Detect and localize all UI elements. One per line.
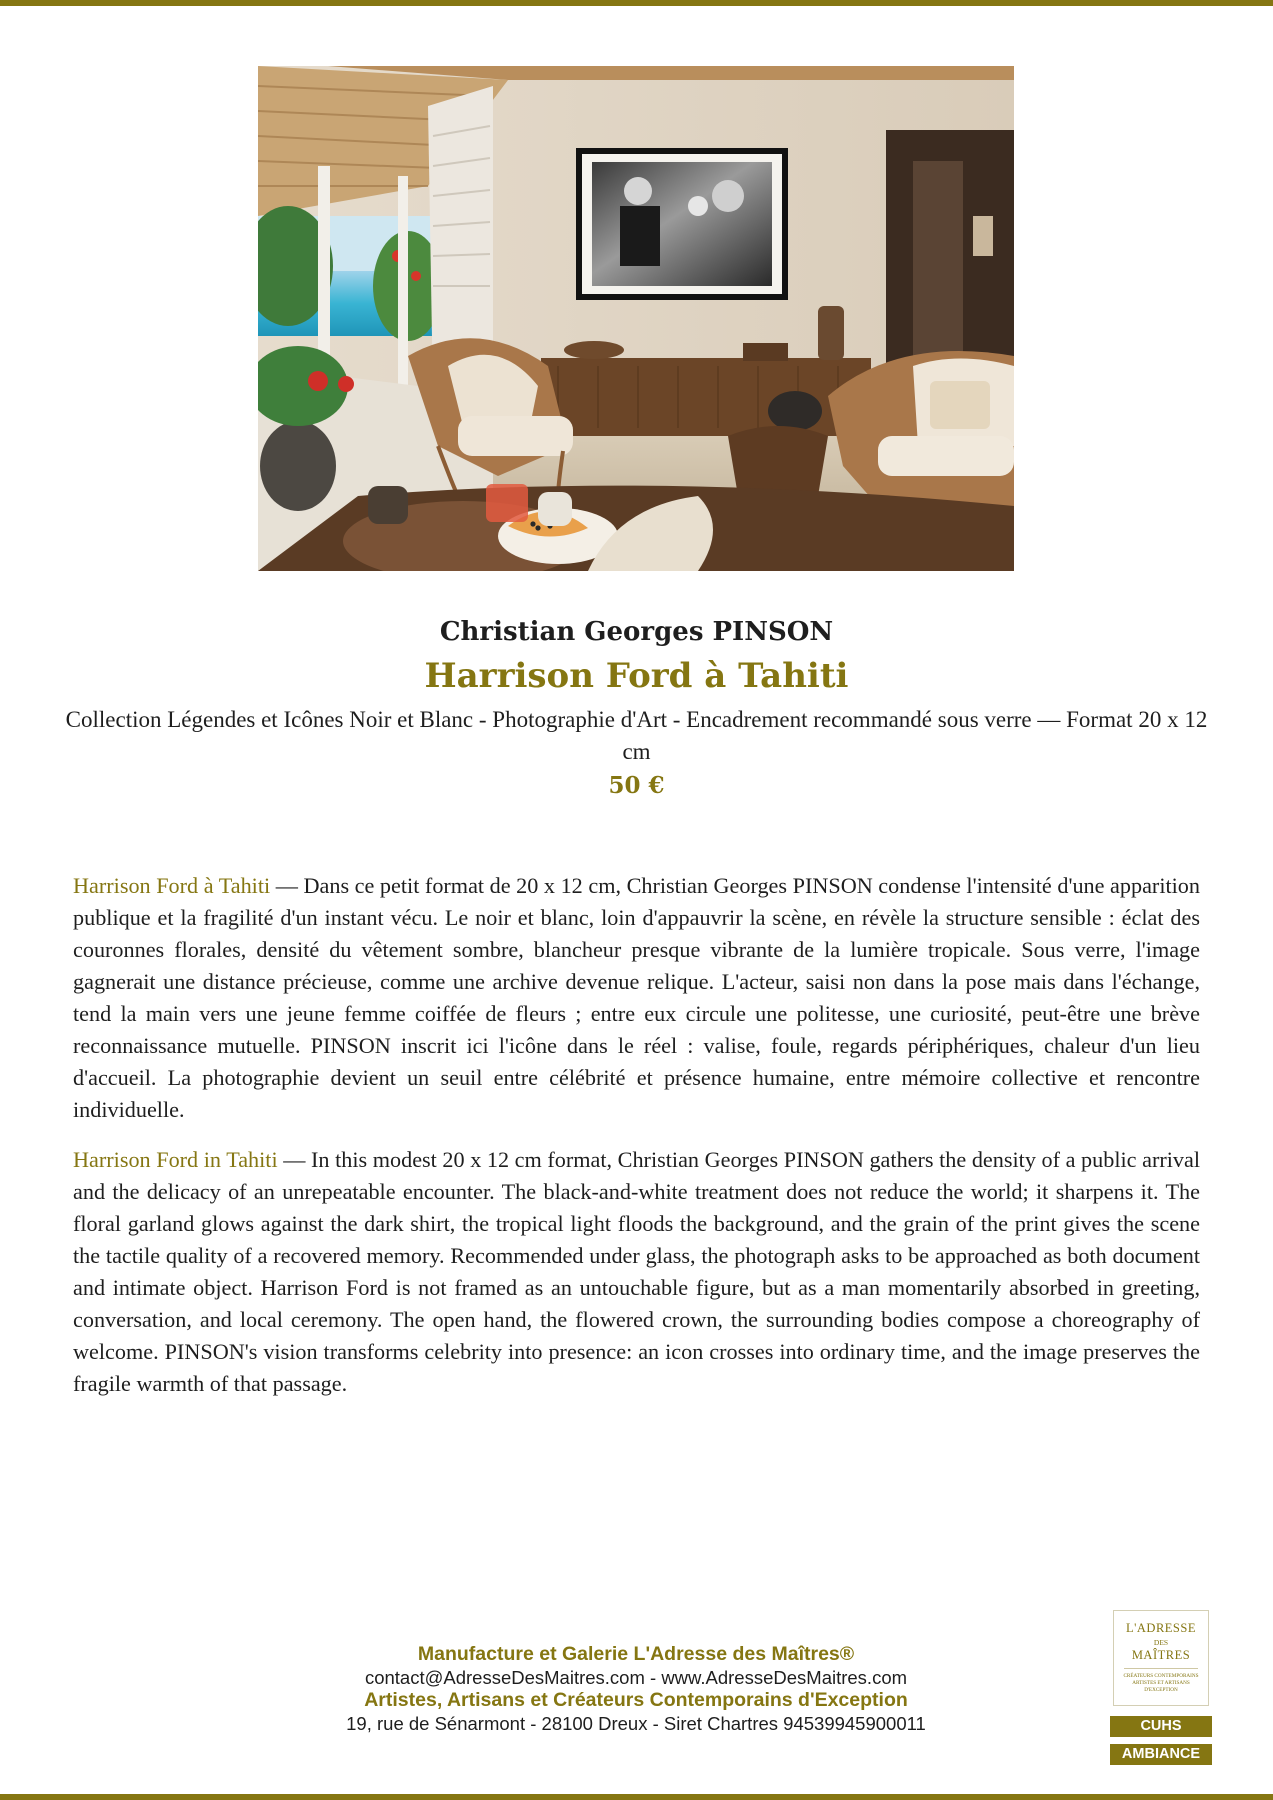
footer-gallery-name: Manufacture et Galerie L'Adresse des Maîtres® (417, 1643, 855, 1665)
description-english-lead: Harrison Ford in Tahiti (73, 1147, 278, 1172)
top-border-bar (0, 0, 1273, 6)
logo-line-1: L'ADRESSE (1126, 1621, 1196, 1635)
description-french (73, 870, 1200, 1126)
ambiance-photo-illustration (258, 66, 1014, 571)
footer-contact: contact@AdresseDesMaitres.com - www.AdresseDesMaitres.com (364, 1667, 908, 1688)
description-block (73, 870, 1200, 1418)
artwork-price: 50 € (608, 772, 665, 799)
badge-ambiance: AMBIANCE (1110, 1744, 1212, 1765)
gallery-footer (238, 1643, 1034, 1735)
logo-line-3: MAÎTRES (1131, 1648, 1191, 1662)
badge-cuhs: CUHS (1110, 1716, 1212, 1737)
description-french-lead: Harrison Ford à Tahiti (73, 873, 271, 898)
logo-line-2: DES (1153, 1638, 1169, 1647)
footer-address: 19, rue de Sénarmont - 28100 Dreux - Siret Chartres 94539945900011 (346, 1713, 926, 1734)
bottom-border-bar (0, 1794, 1273, 1800)
description-english (73, 1144, 1200, 1400)
artwork-header (60, 612, 1213, 802)
gallery-logo (1113, 1610, 1209, 1706)
ambiance-photo (258, 66, 1014, 571)
logo-divider (1124, 1668, 1198, 1669)
logo-line-4: CRÉATEURS CONTEMPORAINS ARTISTES ET ARTISANS D'EXCEPTION (1123, 1673, 1199, 1693)
footer-tagline: Artistes, Artisans et Créateurs Contemporains d'Exception (364, 1689, 908, 1711)
description-french-text: — Dans ce petit format de 20 x 12 cm, Christian Georges PINSON condense l'intensité d'une apparition publique et la fragilité d'un instant vécu. Le noir et blanc, loin d'appauvrir la scène, en révèle la structure sensible : éclat des couronnes florales, densité du vêtement sombre, blancheur presque vibrante de la lumière tropicale. Sous verre, l'image gagnerait une distance précieuse, comme une archive devenue relique. L'acteur, saisi non dans la pose mais dans l'échange, tend la main vers une jeune femme coiffée de fleurs ; entre eux circule une politesse, une curiosité, peut-être une brève reconnaissance mutuelle. PINSON inscrit ici l'icône dans le réel : valise, foule, regards périphériques, chaleur d'un lieu d'accueil. La photographie devient un seuil entre célébrité et présence humaine, entre mémoire collective et rencontre individuelle. (73, 873, 1200, 1122)
artist-name: Christian Georges PINSON (439, 617, 834, 647)
artwork-subtitle: Collection Légendes et Icônes Noir et Blanc - Photographie d'Art - Encadrement recommandé sous verre — Format 20 x 12 cm (65, 707, 1208, 764)
description-english-text: — In this modest 20 x 12 cm format, Christian Georges PINSON gathers the density of a public arrival and the delicacy of an unrepeatable encounter. The black-and-white treatment does not reduce the world; it sharpens it. The floral garland glows against the dark shirt, the tropical light floods the background, and the grain of the print gives the scene the tactile quality of a recovered memory. Recommended under glass, the photograph asks to be approached as both document and intimate object. Harrison Ford is not framed as an untouchable figure, but as a man momentarily absorbed in greeting, conversation, and local ceremony. The open hand, the flowered crown, the surrounding bodies compose a choreography of welcome. PINSON's vision transforms celebrity into presence: an icon crosses into ordinary time, and the image preserves the fragile warmth of that passage. (73, 1147, 1200, 1396)
artwork-title: Harrison Ford à Tahiti (424, 656, 849, 696)
